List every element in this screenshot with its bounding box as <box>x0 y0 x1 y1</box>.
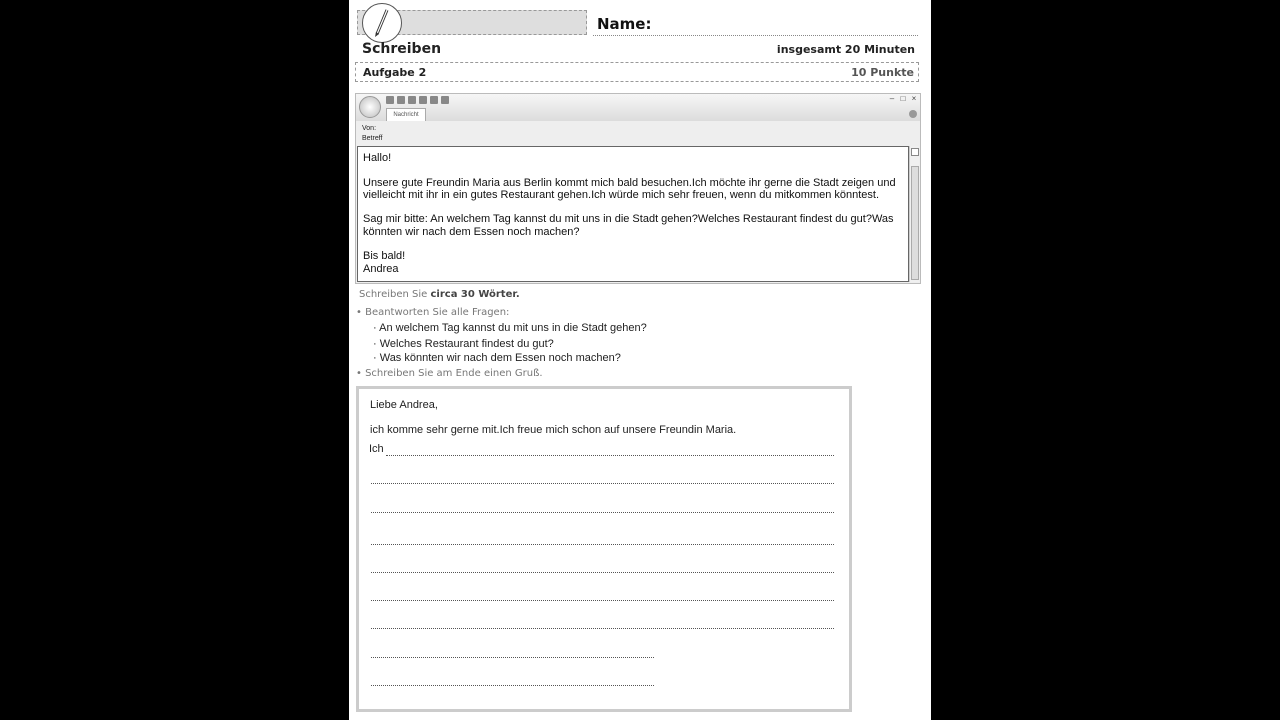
help-icon[interactable] <box>909 110 917 118</box>
writing-line[interactable] <box>371 512 834 513</box>
minimize-icon[interactable]: – <box>889 94 895 103</box>
writing-line[interactable] <box>371 628 834 629</box>
word-count-instruction <box>359 289 520 300</box>
pencil-icon <box>362 3 402 43</box>
time-label: insgesamt 20 Minuten <box>776 43 915 56</box>
email-window <box>355 93 921 284</box>
writing-line[interactable] <box>371 685 654 686</box>
email-signature: Andrea <box>363 263 399 275</box>
writing-line[interactable] <box>371 483 834 484</box>
writing-line[interactable] <box>371 544 834 545</box>
question-1: · An welchem Tag kannst du mit uns in die Stadt gehen? <box>373 322 647 334</box>
email-greeting: Hallo! <box>363 152 392 164</box>
section-title: Schreiben <box>362 41 442 57</box>
down-arrow-icon[interactable] <box>430 96 438 104</box>
maximize-icon[interactable]: □ <box>900 94 906 103</box>
email-paragraph1-line2: vielleicht mit ihr in ein gutes Restaurant gehen.Ich würde mich sehr freuen, wenn du mitkommen könntest. <box>363 189 880 201</box>
email-body <box>357 146 909 282</box>
points-label: 10 Punkte <box>851 66 914 79</box>
tab-nachricht[interactable]: Nachricht <box>386 108 426 121</box>
scroll-up-icon[interactable] <box>911 148 919 156</box>
instruction-prefix: Schreiben Sie <box>359 289 431 300</box>
window-controls <box>888 95 918 103</box>
writing-line[interactable] <box>371 657 654 658</box>
writing-line[interactable] <box>371 572 834 573</box>
office-button-icon[interactable] <box>359 96 381 118</box>
quick-access-toolbar <box>386 96 449 106</box>
writing-line[interactable] <box>386 455 834 456</box>
writing-line[interactable] <box>371 600 834 601</box>
from-label: Von: <box>362 125 377 132</box>
question-2: · Welches Restaurant findest du gut? <box>373 338 554 350</box>
instruction-bullet-greeting: • Schreiben Sie am Ende einen Gruß. <box>356 368 543 379</box>
email-paragraph2-line2: könnten wir nach dem Essen noch machen? <box>363 226 580 238</box>
save-icon[interactable] <box>386 96 394 104</box>
task-label: Aufgabe 2 <box>363 66 427 79</box>
answer-line2-start: Ich <box>369 443 384 455</box>
worksheet-page <box>349 0 931 720</box>
answer-box[interactable] <box>356 386 852 712</box>
answer-line1: ich komme sehr gerne mit.Ich freue mich schon auf unsere Freundin Maria. <box>370 424 737 436</box>
name-label: Name: <box>597 15 652 33</box>
email-ribbon <box>356 94 920 121</box>
name-line[interactable] <box>593 35 918 36</box>
instruction-bold: circa 30 Wörter. <box>430 289 520 300</box>
attach-icon[interactable] <box>441 96 449 104</box>
close-icon[interactable]: × <box>911 94 917 103</box>
redo-icon[interactable] <box>408 96 416 104</box>
answer-salutation: Liebe Andrea, <box>370 399 438 411</box>
instruction-bullet-questions: • Beantworten Sie alle Fragen: <box>356 307 510 318</box>
email-paragraph1-line1: Unsere gute Freundin Maria aus Berlin kommt mich bald besuchen.Ich möchte ihr gerne die Stadt zeigen und <box>363 177 896 189</box>
email-paragraph2-line1: Sag mir bitte: An welchem Tag kannst du mit uns in die Stadt gehen?Welches Restaurant findest du gut?Was <box>363 213 894 225</box>
question-3: · Was könnten wir nach dem Essen noch machen? <box>373 352 621 364</box>
up-arrow-icon[interactable] <box>419 96 427 104</box>
task-bar <box>355 62 919 82</box>
scroll-thumb[interactable] <box>911 166 919 280</box>
email-scrollbar[interactable] <box>909 146 919 282</box>
subject-label: Betreff <box>362 135 383 142</box>
email-closing: Bis bald! <box>363 250 406 262</box>
undo-icon[interactable] <box>397 96 405 104</box>
